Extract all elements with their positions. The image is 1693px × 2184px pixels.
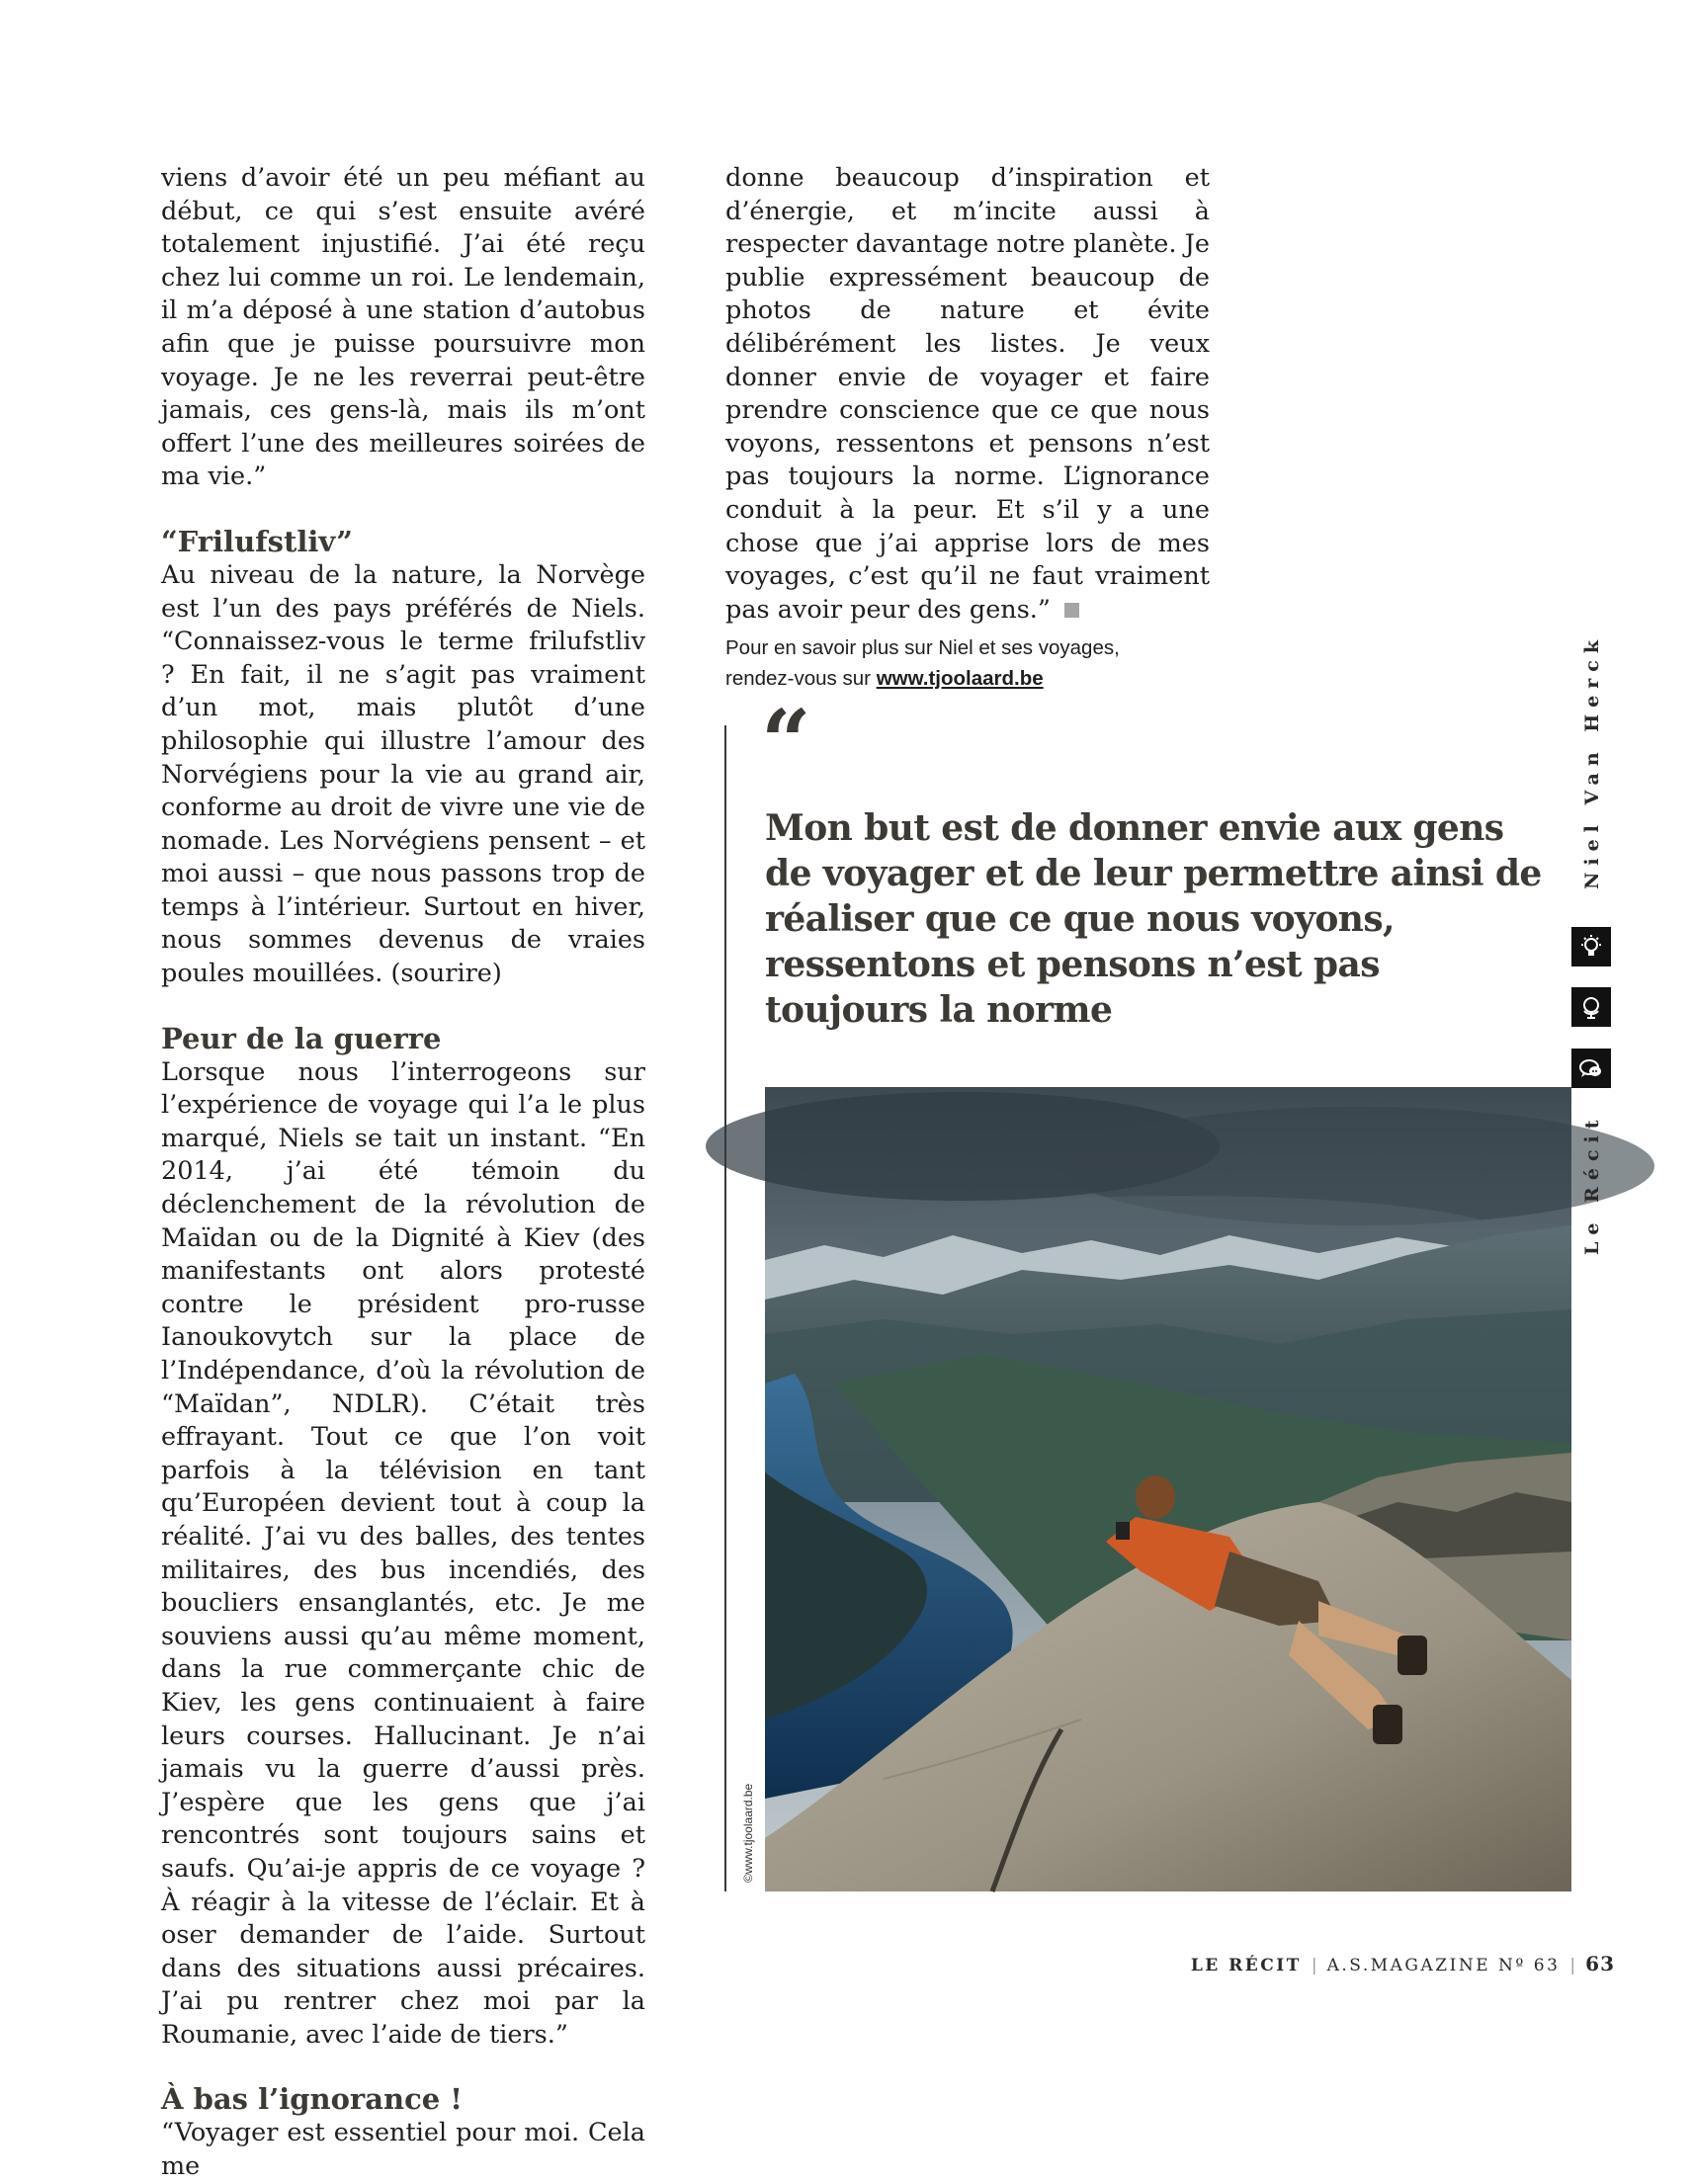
website-link[interactable]: www.tjoolaard.be	[876, 667, 1044, 691]
category-vertical: Le Récit	[1581, 1113, 1603, 1255]
body-paragraph-end	[725, 162, 1210, 627]
left-column	[161, 162, 645, 2184]
more-info-line1: Pour en savoir plus sur Niel et ses voyages,	[725, 636, 1120, 660]
chat-icon	[1571, 1049, 1611, 1088]
pull-quote: Mon but est de donner envie aux gens de voyager et de leur permettre ainsi de réaliser que ce que nous voyons, ressentons et pensons n’est pas toujours la norme	[765, 807, 1542, 1031]
quote-mark-icon: “	[761, 690, 811, 793]
section-heading-frilufstliv: “Frilufstliv”	[161, 524, 353, 558]
page-footer	[1087, 1952, 1615, 1975]
body-paragraph: Au niveau de la nature, la Norvège est l’un des pays préférés de Niels. “Connaissez-vous le terme frilufstliv ? En fait, il ne s’agit pas vraiment d’un mot, mais plutôt d’une philosophie qui illustre l’amour des Norvégiens pour la vie au grand air, conforme au droit de vivre une vie de nomade. Les Norvégiens pensent – et moi aussi – que nous passons trop de temps à l’intérieur. Surtout en hiver, nous sommes devenus de vraies poules mouillées. (sourire)	[161, 559, 645, 989]
body-paragraph: Lorsque nous l’interrogeons sur l’expérience de voyage qui l’a le plus marqué, Niels se tait un instant. “En 2014, j’ai été témoin du déclenchement de la révolution de Maïdan ou de la Dignité à Kiev (des manifestants ont alors protesté contre le président pro-russe Ianoukovytch sur la place de l’Indépendance, d’où la révolution de “Maïdan”, NDLR). C’était très effrayant. Tout ce que l’on voit parfois à la télévision en tant qu’Européen devient tout à coup la réalité. J’ai vu des balles, des tentes militaires, des bus incendiés, des boucliers ensanglantés, etc. Je me souviens aussi qu’au même moment, dans la rue commerçante chic de Kiev, les gens continuaient à faire leurs courses. Hallucinant. Je n’ai jamais vu la guerre d’aussi près. J’espère que les gens que j’ai rencontrés sont toujours sains et saufs. Qu’ai-je appris de ce voyage ? À réagir à la vitesse de l’éclair. Et à oser demander de l’aide. Surtout dans des situations aussi précaires. J’ai pu rentrer chez moi par la Roumanie, avec l’aide de tiers.”	[161, 1056, 645, 2050]
section-heading-peur-guerre: Peur de la guerre	[161, 1021, 442, 1055]
footer-separator: |	[1569, 1956, 1576, 1975]
body-paragraph: “Voyager est essentiel pour moi. Cela me	[161, 2118, 645, 2182]
globe-icon	[1571, 987, 1611, 1027]
photo-credit: ©www.tjoolaard.be	[741, 1783, 755, 1883]
quote-divider	[724, 725, 726, 1891]
author-name-vertical: Niel Van Herck	[1581, 632, 1603, 889]
end-mark-icon	[1064, 603, 1079, 618]
more-info	[725, 632, 1210, 694]
fjord-photo	[765, 1087, 1571, 1891]
page-number: 63	[1585, 1952, 1615, 1975]
middle-column	[725, 162, 1210, 694]
body-text: donne beaucoup d’inspiration et d’énergie, et m’incite aussi à respecter davantage notre planète. Je publie expressément beaucoup de photos de nature et évite délibérément les listes. Je veux donner envie de voyager et faire prendre conscience que ce que nous voyons, ressentons et pensons n’est pas toujours la norme. L’ignorance conduit à la peur. Et s’il y a une chose que j’ai apprise lors de mes voyages, c’est qu’il ne faut vraiment pas avoir peur des gens.”	[725, 163, 1210, 625]
more-info-prefix: rendez-vous sur	[725, 667, 877, 691]
footer-section: LE RÉCIT	[1190, 1956, 1302, 1975]
section-heading-ignorance: À bas l’ignorance !	[161, 2082, 464, 2117]
body-paragraph: viens d’avoir été un peu méfiant au début, ce qui s’est ensuite avéré totalement injustifié. J’ai été reçu chez lui comme un roi. Le lendemain, il m’a déposé à une station d’autobus afin que je puisse poursuivre mon voyage. Je ne les reverrai peut-être jamais, ces gens-là, mais ils m’ont offert l’une des meilleures soirées de ma vie.”	[161, 163, 645, 492]
footer-separator: |	[1311, 1956, 1317, 1975]
lightbulb-icon	[1571, 927, 1611, 966]
footer-magazine: A.S.MAGAZINE Nº 63	[1326, 1956, 1561, 1975]
